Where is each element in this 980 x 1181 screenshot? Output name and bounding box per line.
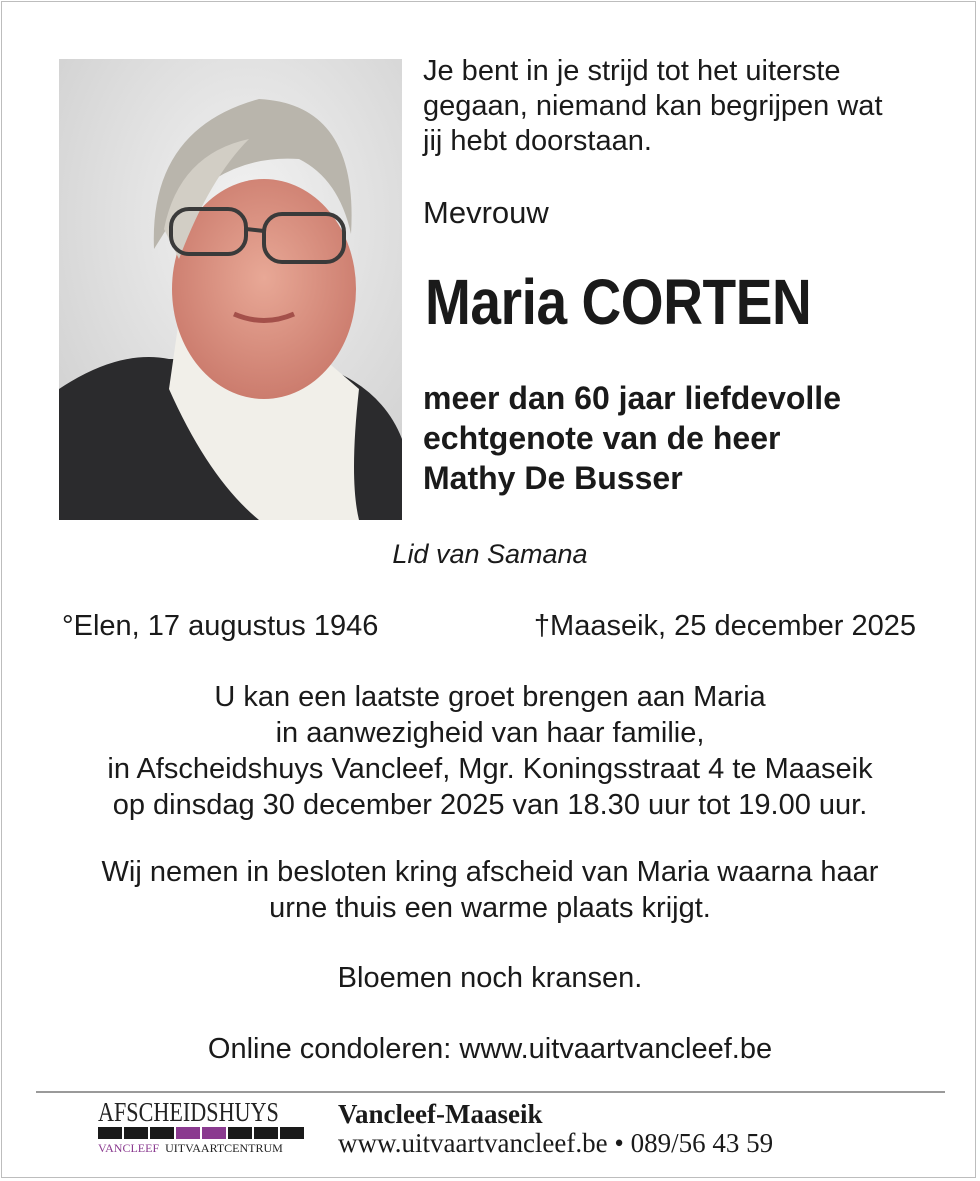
visitation-line: op dinsdag 30 december 2025 van 18.30 uur tot 19.00 uur.	[112, 789, 868, 821]
poem-line: jij hebt doorstaan.	[423, 125, 652, 157]
farewell-line: Wij nemen in besloten kring afscheid van Maria waarna haar	[101, 856, 879, 888]
portrait-photo	[59, 59, 402, 520]
poem-line: gegaan, niemand kan begrijpen wat	[423, 90, 883, 122]
visitation-line: U kan een laatste groet brengen aan Maria	[214, 681, 766, 713]
deceased-name: Maria CORTEN	[425, 266, 812, 338]
visitation-text	[0, 679, 980, 823]
spouse-line: Mathy De Busser	[423, 460, 683, 496]
honorific: Mevrouw	[423, 195, 549, 230]
death-info: †Maaseik, 25 december 2025	[533, 610, 916, 642]
company-name: Vancleef-Maaseik	[338, 1099, 543, 1129]
logo-bar	[98, 1127, 304, 1139]
poem-verse	[423, 54, 943, 159]
funeral-home-logo	[98, 1097, 304, 1161]
company-contact: www.uitvaartvancleef.be • 089/56 43 59	[338, 1128, 774, 1158]
farewell-text	[0, 854, 980, 926]
logo-sub-brand: VANCLEEF	[98, 1141, 160, 1155]
visitation-line: in aanwezigheid van haar familie,	[275, 717, 705, 749]
logo-subtitle	[98, 1141, 304, 1155]
flowers-note: Bloemen noch kransen.	[337, 962, 643, 994]
farewell-line: urne thuis een warme plaats krijgt.	[269, 892, 711, 924]
online-condolence: Online condoleren: www.uitvaartvancleef.be	[207, 1033, 773, 1065]
spouse-line: echtgenote van de heer	[423, 420, 781, 456]
logo-sub-service: UITVAARTCENTRUM	[165, 1141, 283, 1155]
membership: Lid van Samana	[392, 539, 588, 569]
footer-divider	[36, 1091, 945, 1093]
logo-title: AFSCHEIDSHUYS	[98, 1097, 279, 1127]
spouse-line: meer dan 60 jaar liefdevolle	[423, 380, 841, 416]
poem-line: Je bent in je strijd tot het uiterste	[423, 55, 841, 87]
spouse-text	[423, 378, 841, 498]
birth-info: °Elen, 17 augustus 1946	[62, 610, 379, 642]
visitation-line: in Afscheidshuys Vancleef, Mgr. Koningsstraat 4 te Maaseik	[107, 753, 873, 785]
